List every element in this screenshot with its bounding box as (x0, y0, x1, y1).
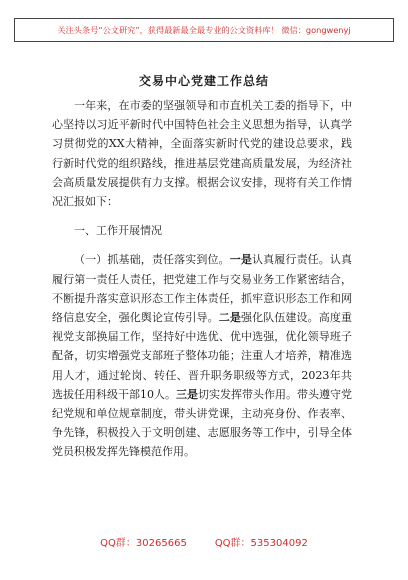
para-emphasis-2: 二是 (218, 311, 241, 325)
header-notice-box (14, 18, 394, 42)
footer-qq-2: QQ群：535304092 (214, 538, 308, 549)
para-text-1: （一）抓基础，责任落实到位。 (74, 253, 230, 267)
document-body (52, 96, 352, 462)
footer (0, 534, 408, 549)
para-text-2: 认真履行责任。认真履行第一责任人责任，把党建工作与交易业务工作紧密结合，不断提升落实意识形态工作主体责任，抓牢意识形态工作和网络信息安全，强化舆论宣传引导。 (52, 253, 352, 325)
para-emphasis-3: 三是 (176, 387, 198, 401)
para-text-3: 强化队伍建设。高度重视党支部换届工作，坚持好中选优、优中选强，优化领导班子配备，切实增强党支部班子整体功能；注重人才培养，精准选用人才，通过轮岗、转任、晋升职务职级等方式，2023年共选拔任用科级干部10人。 (52, 311, 353, 401)
footer-qq-1: QQ群：30265665 (100, 538, 187, 549)
section-heading: 一、工作开展情况 (74, 224, 162, 238)
header-notice-text: 关注头条号“公文研究”，获得最新最全最专业的公文资料库！ 微信：gongwenyj (57, 24, 351, 35)
para-emphasis-1: 一是 (229, 253, 252, 267)
work-paragraph (52, 250, 352, 461)
para-text-4: 切实发挥带头作用。带头遵守党纪党规和单位规章制度，带头讲党课，主动亮身份、作表率、争先锋，积极投入于文明创建、志愿服务等工作中，引导全体党员积极发挥先锋模范作用。 (52, 387, 352, 459)
document-title: 交易中心党建工作总结 (138, 74, 269, 88)
intro-paragraph: 一年来，在市委的坚强领导和市直机关工委的指导下，中心坚持以习近平新时代中国特色社会主义思想为指导，认真学习贯彻党的XX大精神，全面落实新时代党的建设总要求，践行新时代党的组织路线，推进基层党建高质量发展，为经济社会高质量发展提供有力支撑。根据会议安排，现将有关工作情况汇报如下： (52, 99, 352, 209)
